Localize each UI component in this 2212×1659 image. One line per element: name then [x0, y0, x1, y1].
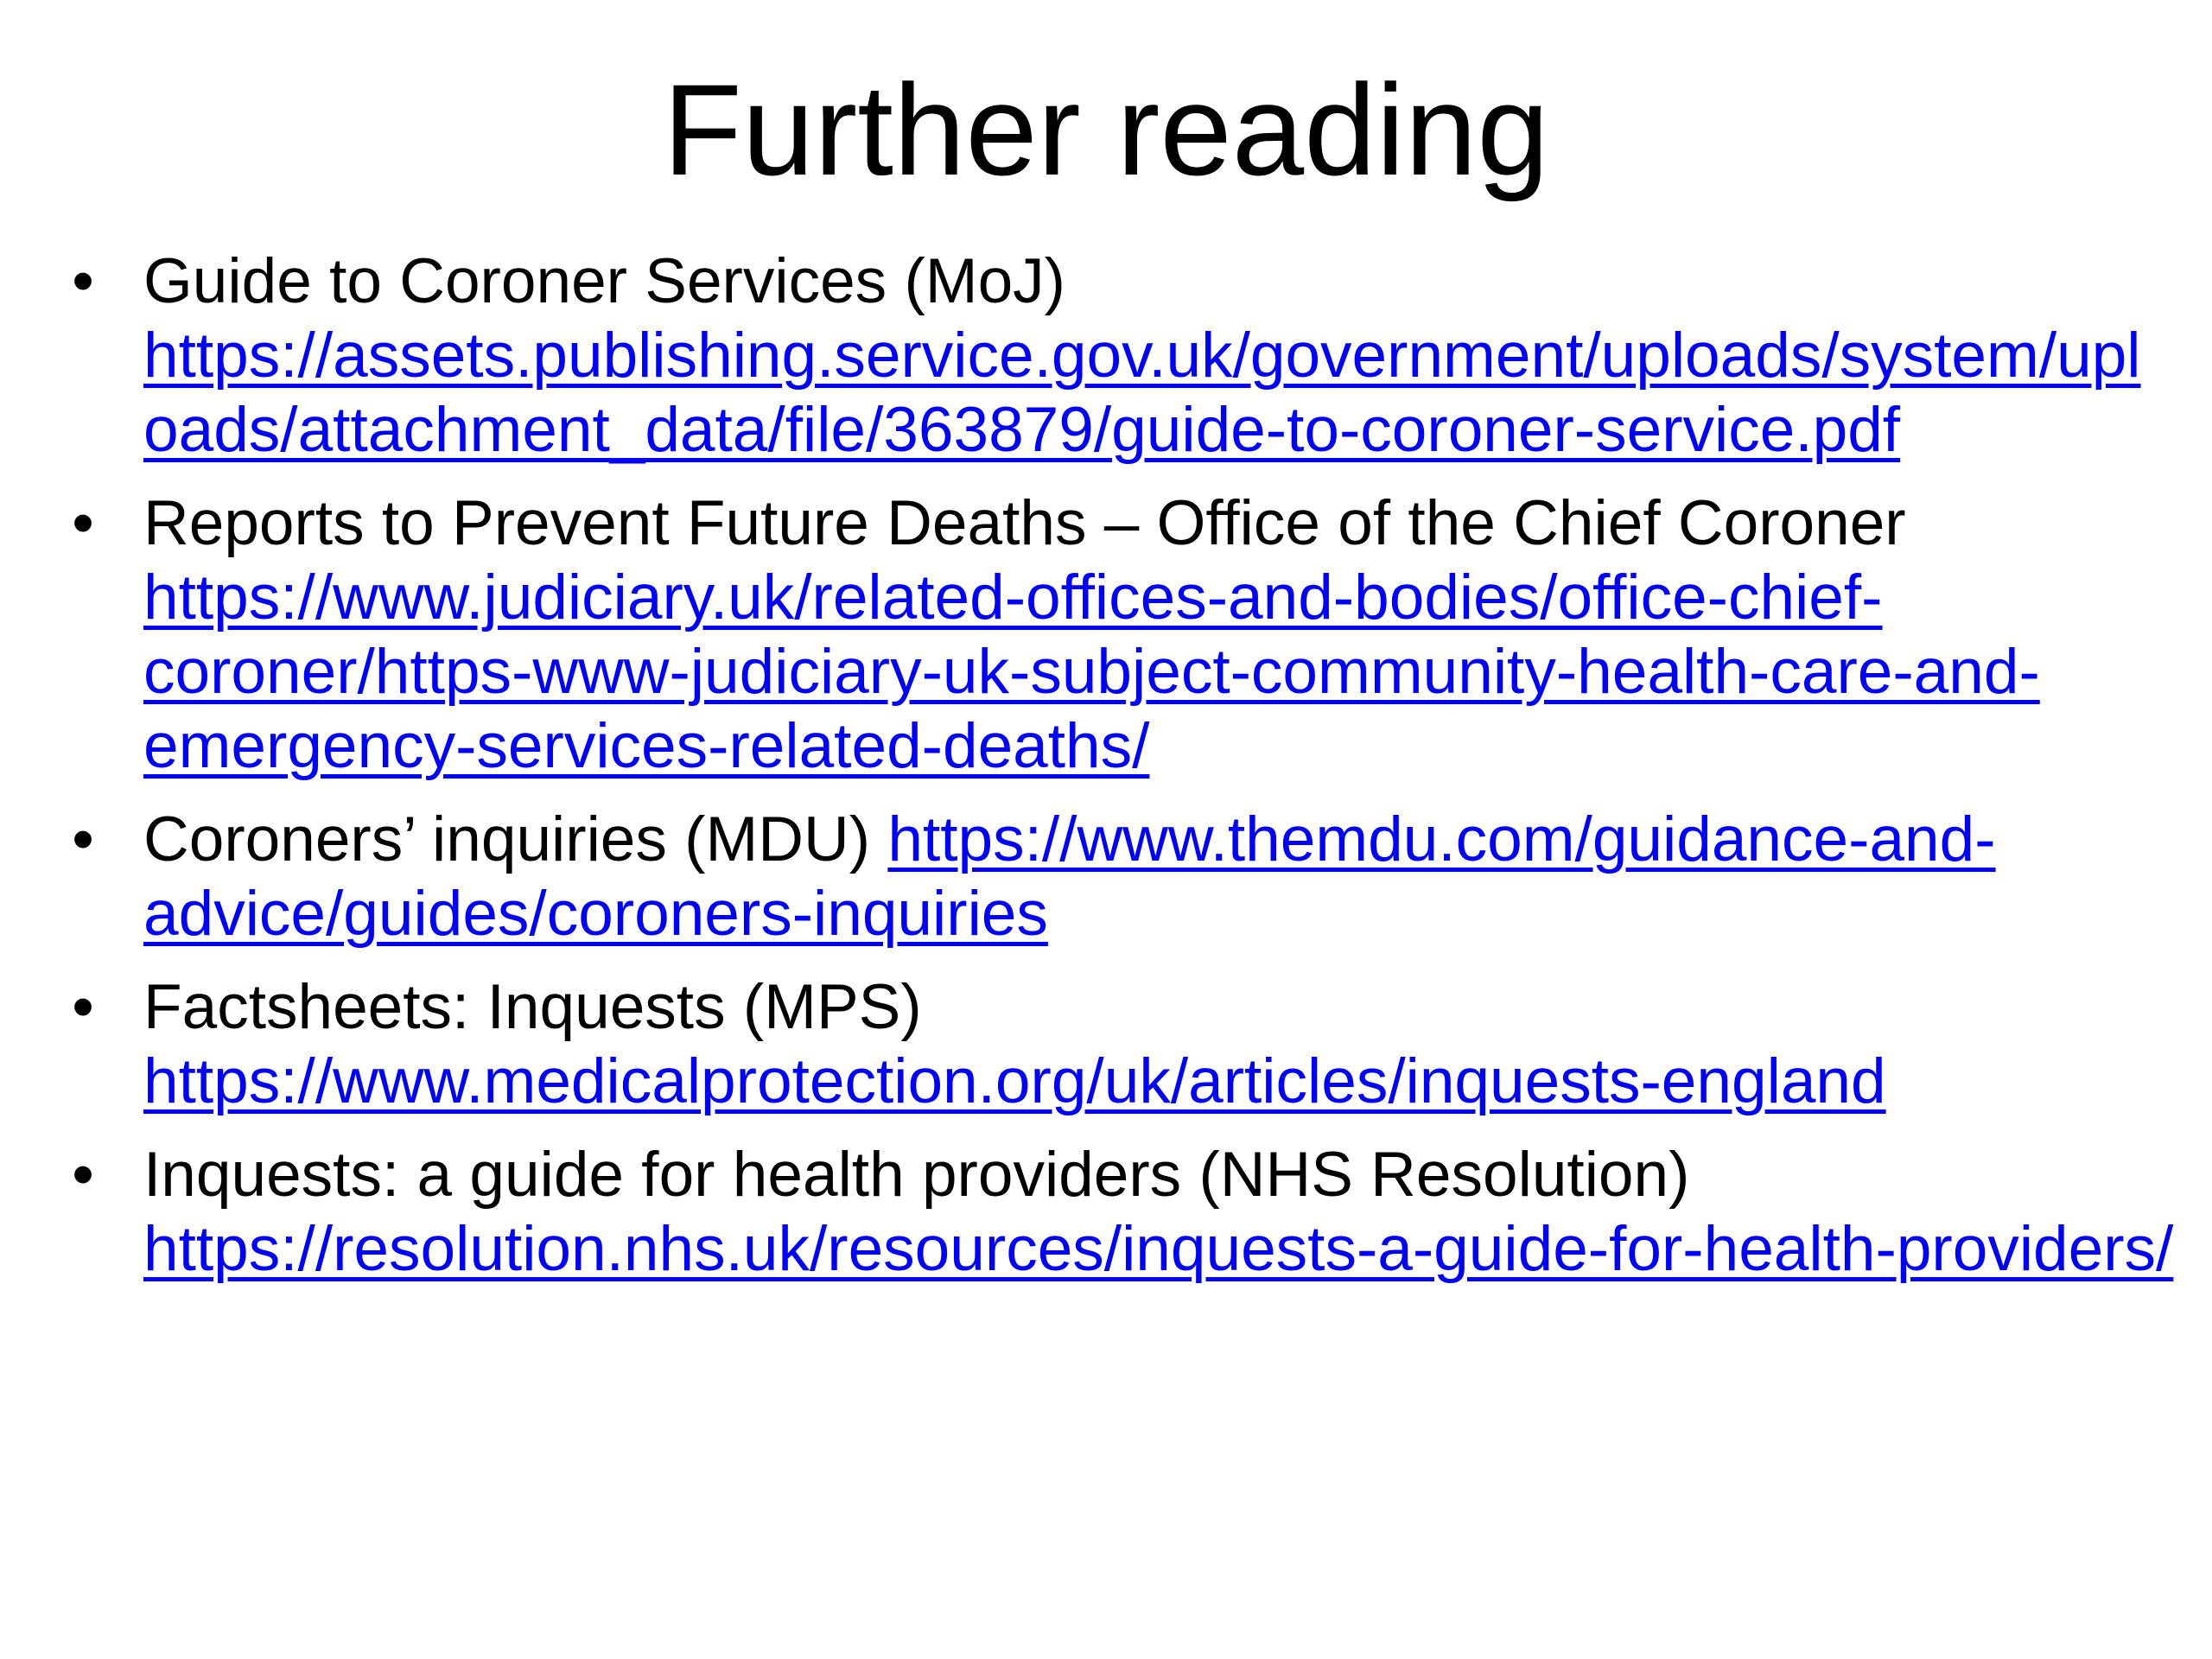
list-item-label: Inquests: a guide for health providers (NHS Resolution): [143, 1140, 1690, 1210]
bullet-icon: •: [72, 246, 94, 316]
list-item-label: Guide to Coroner Services (MoJ): [143, 246, 1065, 316]
bullet-icon: •: [72, 804, 94, 874]
list-item: [72, 970, 2174, 1119]
prevent-future-deaths-link[interactable]: https://www.judiciary.uk/related-offices-and-bodies/office-chief-coroner/https-www-judiciary-uk-subject-community-health-care-and-emergency-services-related-deaths/: [143, 563, 2040, 781]
coroners-inquiries-link[interactable]: https://www.themdu.com/guidance-and-advice/guides/coroners-inquiries: [143, 804, 1996, 949]
guide-to-coroner-services-link[interactable]: https://assets.publishing.service.gov.uk/government/uploads/system/uploads/attachment_data/file/363879/guide-to-coroner-service.pdf: [143, 321, 2141, 465]
list-item-label: Reports to Prevent Future Deaths – Office of the Chief Coroner: [143, 488, 1906, 558]
nhs-resolution-guide-link[interactable]: https://resolution.nhs.uk/resources/inquests-a-guide-for-health-providers/: [143, 1214, 2174, 1284]
slide-title: Further reading: [663, 57, 1549, 202]
list-item-label: Factsheets: Inquests (MPS): [143, 972, 922, 1042]
list-item-text: [143, 486, 2174, 784]
list-item: [72, 1138, 2174, 1287]
list-item-text: [143, 803, 2174, 951]
inquests-factsheet-link[interactable]: https://www.medicalprotection.org/uk/articles/inquests-england: [143, 1046, 1886, 1116]
list-item: [72, 486, 2174, 784]
list-item-text: [143, 245, 2174, 467]
list-item-text: [143, 970, 2174, 1119]
list-item-text: [143, 1138, 2174, 1287]
reading-list: [72, 245, 2174, 1306]
list-item: [72, 245, 2174, 467]
list-item: [72, 803, 2174, 951]
bullet-icon: •: [72, 972, 94, 1042]
list-item-label: Coroners’ inquiries (MDU): [143, 804, 871, 874]
bullet-icon: •: [72, 488, 94, 558]
bullet-icon: •: [72, 1140, 94, 1210]
